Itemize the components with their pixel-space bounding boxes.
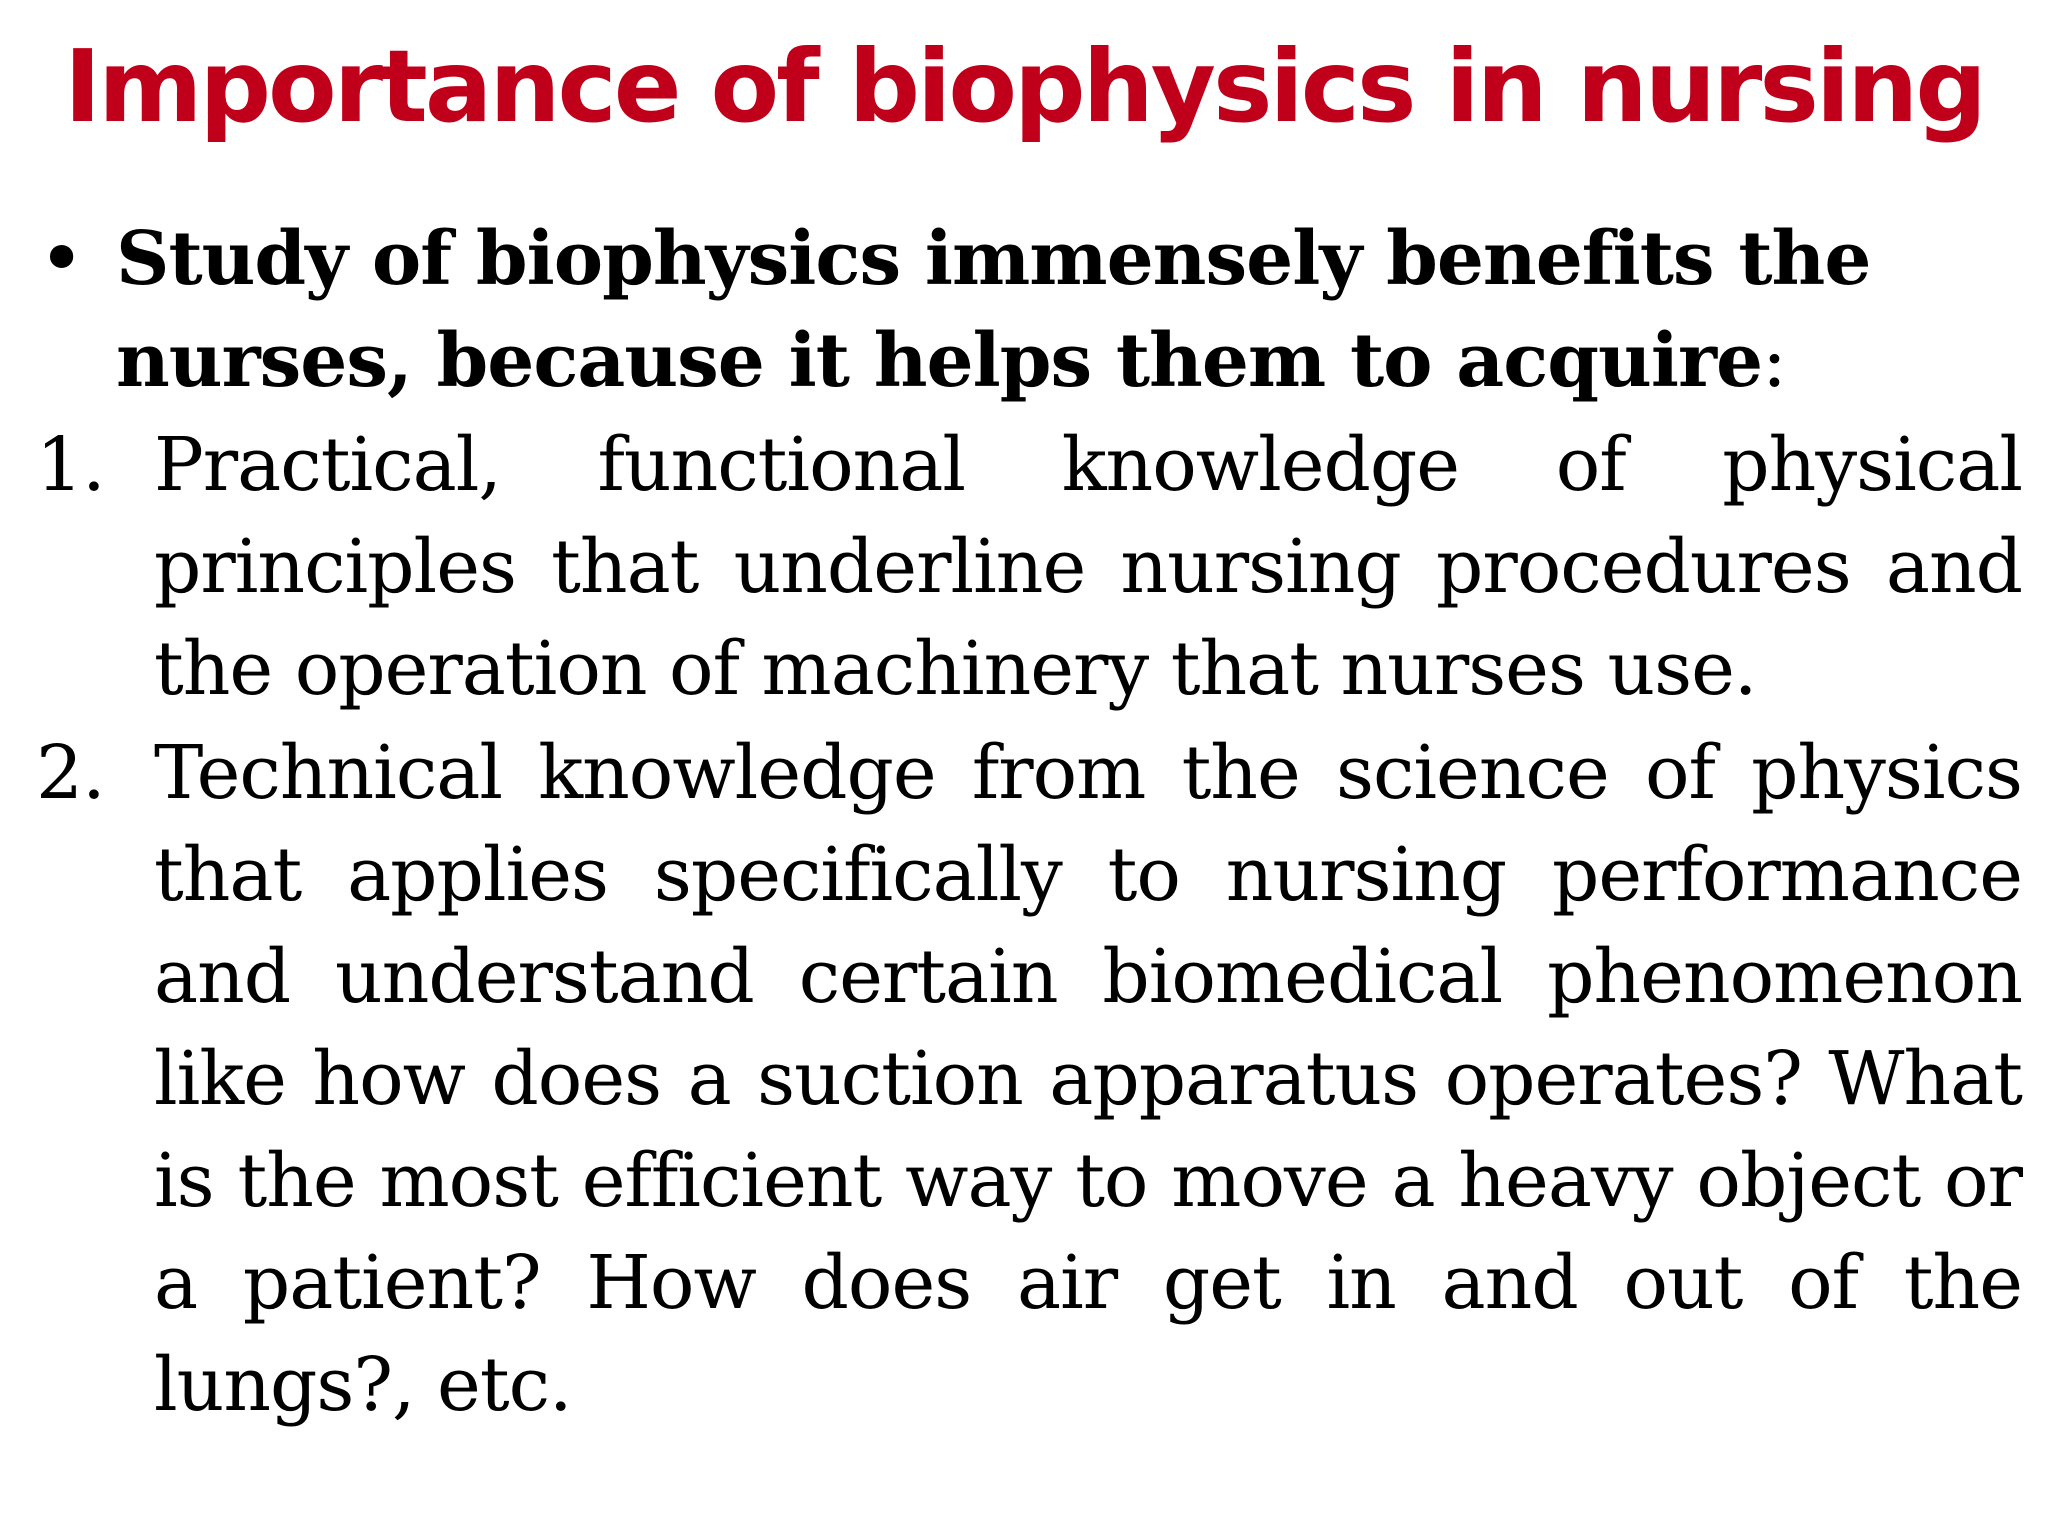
slide-title: Importance of biophysics in nursing [64, 28, 1984, 145]
bullet-marker: • [38, 212, 86, 305]
list-item-marker: 2. [36, 730, 105, 816]
intro-colon: : [1762, 318, 1786, 404]
list-item-2 [36, 722, 2022, 1436]
list-item-marker: 1. [36, 422, 105, 508]
list-item-1 [36, 414, 2022, 720]
slide-content [36, 208, 2022, 1436]
intro-text [116, 208, 2022, 412]
intro-bold-text: Study of biophysics immensely benefits the nurses, because it helps them to acquire [116, 216, 1871, 404]
list-item-text: Technical knowledge from the science of physics that applies specifically to nursing performance and understand certain biomedical phenomenon like how does a suction apparatus operates? What is the most efficient way to move a heavy object or a patient? How does air get in and out of the lungs?, etc. [154, 730, 2022, 1428]
intro-bullet [36, 208, 2022, 412]
list-item-text: Practical, functional knowledge of physical principles that underline nursing procedures and the operation of machinery that nurses use. [154, 422, 2022, 712]
